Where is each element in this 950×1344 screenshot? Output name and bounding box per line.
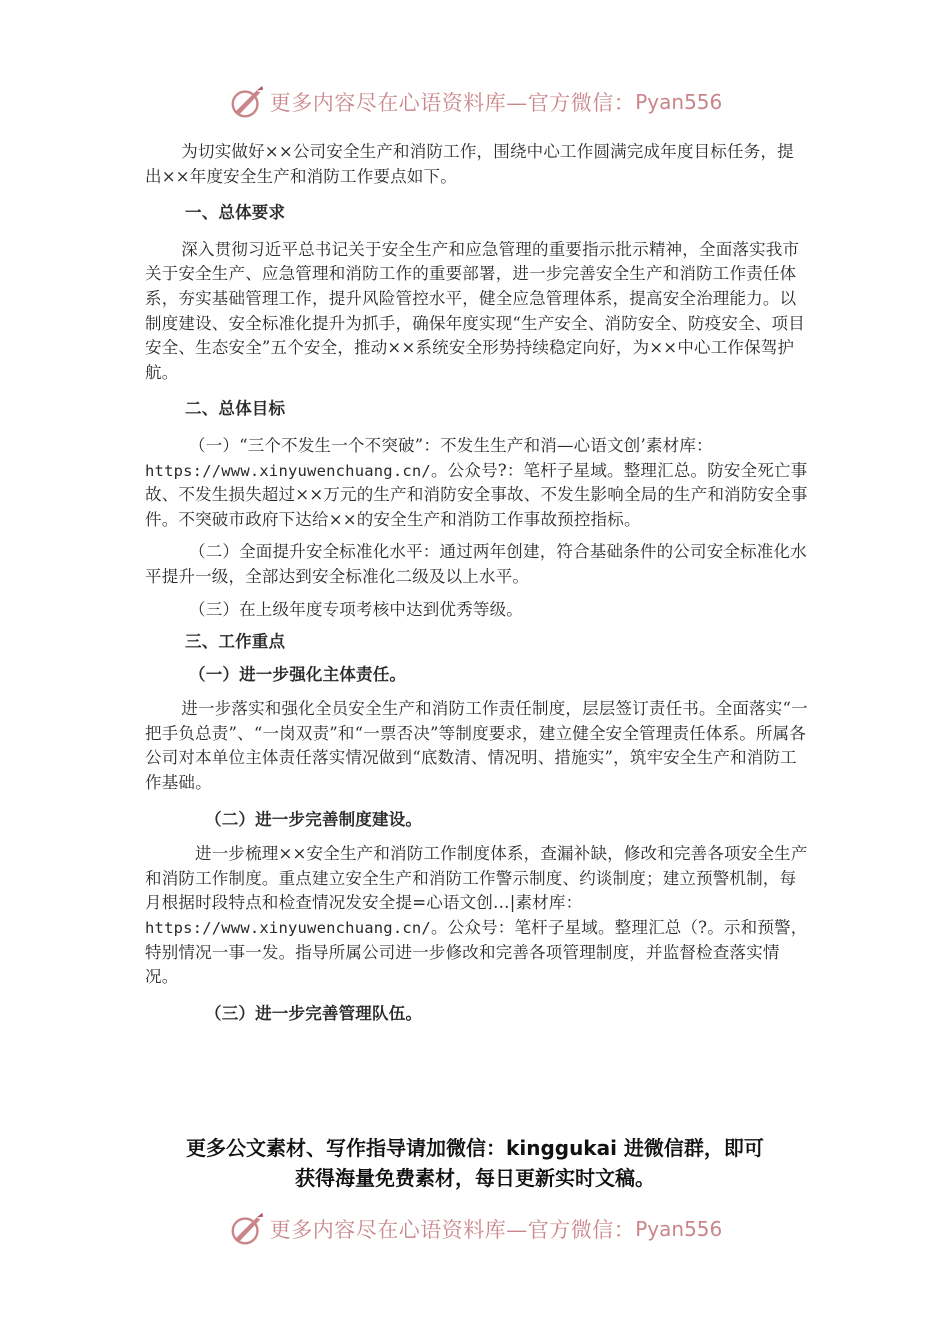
goal-1-url: https://www.xinyuwenchuang.cn/ [145,461,431,480]
header-banner-handle: Pyan556 [635,90,723,114]
header-banner [0,80,950,124]
goal-1-paragraph [145,434,810,532]
focus-2-heading: （二）进一步完善制度建设。 [205,809,423,829]
footer-banner [0,1207,950,1251]
pen-logo-icon [228,83,266,121]
goal-2-paragraph: （二）全面提升安全标准化水平：通过两年创建，符合基础条件的公司安全标准化水平提升一级，全部达到安全标准化二级及以上水平。 [145,542,807,586]
promo-block [0,1133,950,1193]
intro-paragraph: 为切实做好××公司安全生产和消防工作，围绕中心工作圆满完成年度目标任务，提出××年度安全生产和消防工作要点如下。 [145,142,794,186]
section-heading-goals: 二、总体目标 [185,399,286,419]
promo-line-1: 更多公文素材、写作指导请加微信：kinggukai 进微信群，即可 [186,1136,764,1160]
focus-1-paragraph: 进一步落实和强化全员安全生产和消防工作责任制度，层层签订责任书。全面落实“一把手负总责”、“一岗双责”和“一票否决”等制度要求，建立健全安全管理责任体系。所属各公司对本单位主体责任落实情况做到“底数清、情况明、措施实”，筑牢安全生产和消防工作基础。 [145,699,808,793]
focus-2-paragraph [145,842,810,990]
goal-1-text-a: （一）“三个不发生一个不突破”：不发生生产和消—心语文创’素材库： [189,435,713,455]
section-heading-focus: 三、工作重点 [185,632,286,652]
goal-3-paragraph: （三）在上级年度专项考核中达到优秀等级。 [189,599,523,619]
document-body [145,140,810,1036]
focus-2-text-a: 进一步梳理××安全生产和消防工作制度体系，查漏补缺，修改和完善各项安全生产和消防工作制度。重点建立安全生产和消防工作警示制度、约谈制度；建立预警机制，每月根据时段特点和检查情况发安全提=心语文创…|素材库： [145,844,808,913]
focus-2-url: https://www.xinyuwenchuang.cn/ [145,919,431,938]
section-heading-requirements: 一、总体要求 [185,203,286,223]
focus-3-heading: （三）进一步完善管理队伍。 [205,1003,423,1023]
footer-banner-handle: Pyan556 [635,1217,723,1241]
goal-1-text-b: 。公众号?：笔杆子星域。整理汇总。防安全死亡事故、不发生损失超过××万元的生产和消防安全事故、不发生影响全局的生产和消防安全事件。不突破市政府下达给××的安全生产和消防工作事故预控指标。 [145,460,808,529]
header-banner-text: 更多内容尽在心语资料库—官方微信： [269,91,636,115]
promo-line-2: 获得海量免费素材，每日更新实时文稿。 [295,1166,655,1190]
requirements-paragraph: 深入贯彻习近平总书记关于安全生产和应急管理的重要指示批示精神，全面落实我市关于安全生产、应急管理和消防工作的重要部署，进一步完善安全生产和消防工作责任体系，夯实基础管理工作，提升风险管控水平，健全应急管理体系，提高安全治理能力。以制度建设、安全标准化提升为抓手，确保年度实现“生产安全、消防安全、防疫安全、项目安全、生态安全”五个安全，推动××系统安全形势持续稳定向好，为××中心工作保驾护航。 [145,239,805,382]
footer-banner-text: 更多内容尽在心语资料库—官方微信： [269,1218,636,1242]
focus-1-heading: （一）进一步强化主体责任。 [189,664,407,684]
pen-logo-icon [228,1210,266,1248]
focus-2-text-b: 。公众号：笔杆子星域。整理汇总（?。示和预警，特别情况一事一发。指导所属公司进一步修改和完善各项管理制度，并监督检查落实情况。 [145,918,808,987]
